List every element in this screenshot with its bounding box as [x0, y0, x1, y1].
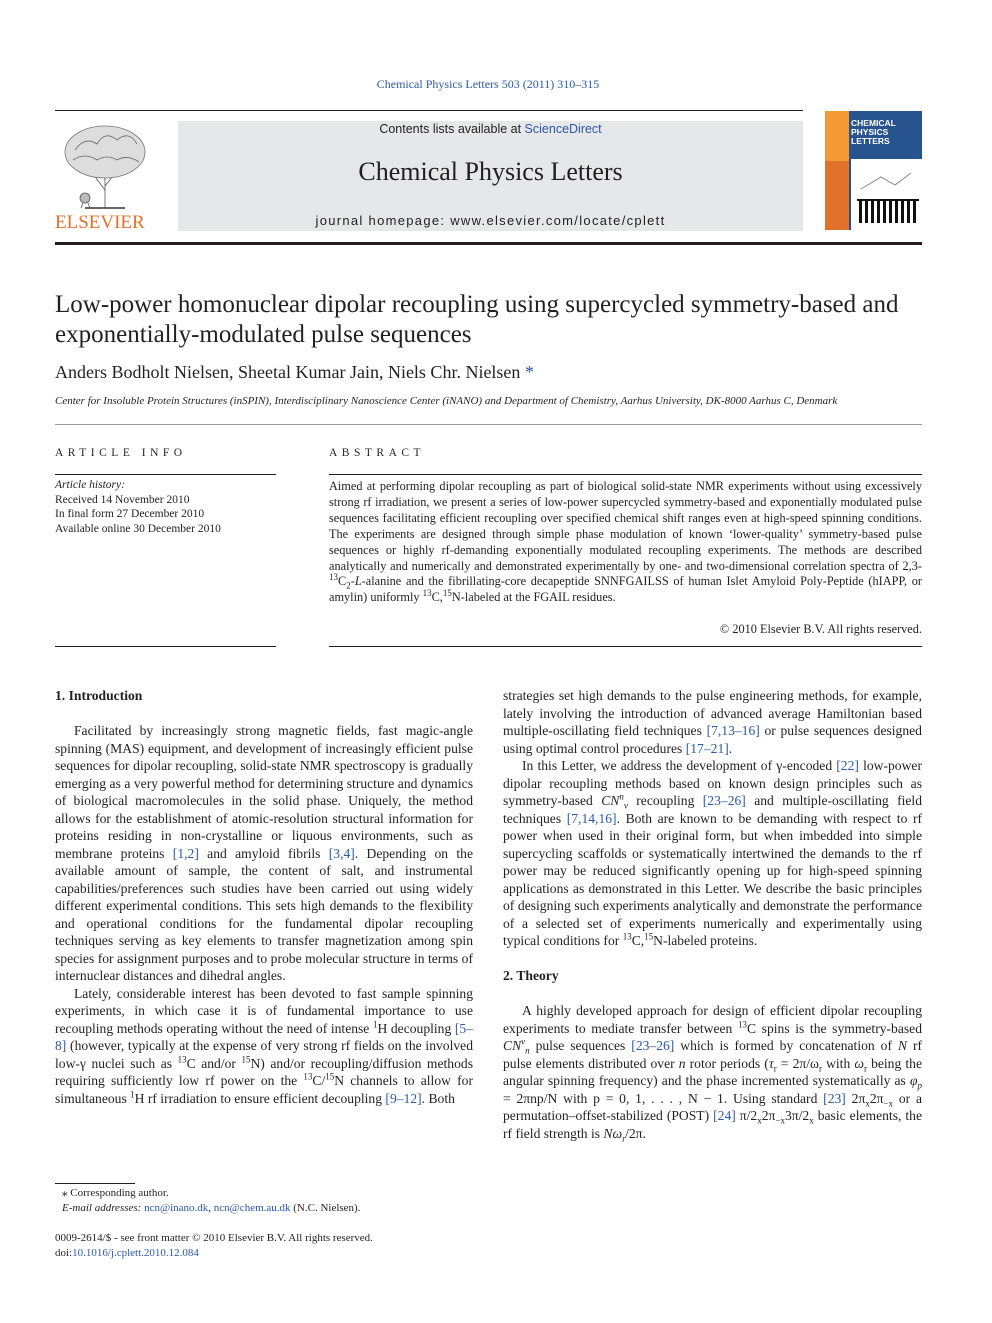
section-heading-introduction: 1. Introduction: [55, 688, 143, 703]
paragraph: A highly developed approach for design of efficient dipolar recoupling experiments to mediate transfer between $^{13}$C spins is the symmetry-based $CN^\nu_n$ pulse sequences [23–26] which is formed by concatenation of N rf pulse elements distributed over n rotor periods ($\tau_r = 2\pi/\omega_r$ with $\omega_r$ being the angular spinning frequency) and the phase incremented systematically as $\varphi_p = 2\pi np/N$ with p = 0, 1, . . . , N − 1. Using standard [23] $2\pi_x2\pi_{-x}$ or a permutation–offset-stabilized (POST) [24] $\pi/2_x2\pi_{-x}3\pi/2_x$ basic elements, the rf field strength is $N\omega_r/2\pi$.: [503, 1003, 923, 1144]
citation-link[interactable]: [7,14,16]: [566, 810, 617, 826]
sciencedirect-link[interactable]: ScienceDirect: [524, 122, 602, 136]
abstract-text: Aimed at performing dipolar recoupling as part of biological solid-state NMR experiments without using excessively strong rf irradiation, we present a series of low-power supercycled symmetry-based and exponentially modulated pulse sequences facilitating efficient recoupling over specified chemical shift ranges even at high-speed spinning conditions. The experiments are designed through simple phase modulation of known ‘lower-quality’ symmetry-based pulse sequences or highly rf-demanding exponentially modulated recoupling experiments. The methods are described analytically and numerically and demonstrated experimentally by one- and two-dimensional correlation spectra of $2,3-^{13}C_2-L$-alanine and the fibrillating-core decapeptide SNNFGAILSS of human Islet Amyloid Poly-Peptide (hIAPP, or amylin) uniformly $^{13}$C,$^{15}$N-labeled at the FGAIL residues.: [329, 479, 922, 605]
paragraph: strategies set high demands to the pulse engineering methods, for example, lately involving the introduction of advanced average Hamiltonian based multiple-oscillating field techniques [7,13–16] or pulse sequences designed using optimal control procedures [17–21].: [503, 688, 922, 756]
journal-cover[interactable]: [825, 111, 922, 230]
paragraph: Facilitated by increasingly strong magnetic fields, fast magic-angle spinning (MAS) equipment, and development of increasingly efficient pulse sequences for dipolar recoupling, solid-state NMR spectroscopy is gradually emerging as a very powerful method for determining structure and dynamics of biological macromolecules in the solid phase. Uniquely, the method allows for the establishment of atomic-resolution structural information for proteins residing in non-crystalline or liquous environments, such as membrane proteins [1,2] and amyloid fibrils [3,4]. Depending on the available amount of sample, the content of salt, and instrumental capabilities/preferences such studies have been carried out using widely different experimental conditions. This sets high demands to the flexibility and operational conditions for the fundamental dipolar recoupling techniques serving as key elements to transfer magnetization among spin species for assignment purposes and to probe molecular structure in terms of internuclear distances and dihedral angles.: [55, 723, 473, 983]
copyright-notice: © 2010 Elsevier B.V. All rights reserved.: [719, 622, 922, 636]
body-column-left: [55, 687, 473, 1107]
abstract-heading: ABSTRACT: [329, 447, 426, 459]
homepage-link[interactable]: www.elsevier.com/locate/cplett: [450, 213, 666, 228]
doi-link[interactable]: 10.1016/j.cplett.2010.12.084: [72, 1246, 199, 1259]
citation-link[interactable]: [9–12]: [385, 1090, 422, 1106]
front-matter: 0009-2614/$ - see front matter © 2010 Elsevier B.V. All rights reserved. doi:10.1016/j.cplett.2010.12.084: [55, 1232, 373, 1259]
contents-line: Contents lists available at ScienceDirect: [379, 122, 602, 136]
citation-link[interactable]: [17–21]: [685, 740, 729, 756]
cover-spectrum-icon: [851, 159, 922, 230]
journal-homepage: journal homepage: www.elsevier.com/locate/cplett: [315, 213, 666, 228]
corresponding-author-note: ⁎ Corresponding author.: [62, 1187, 169, 1199]
elsevier-logo[interactable]: [55, 120, 155, 232]
cover-orange-band: [825, 161, 849, 230]
citation-link[interactable]: [5–8]: [55, 1020, 473, 1053]
paragraph: Lately, considerable interest has been devoted to fast sample spinning experiments, in which case it is of fundamental importance to use recoupling methods operating without the need of intense $^1$H decoupling [5–8] (however, typically at the expense of very strong rf fields on the involved low-γ nuclei such as $^{13}$C and/or $^{15}$N) and/or recoupling/diffusion methods requiring sufficiently low rf power on the $^{13}$C/$^{15}$N channels to allow for simultaneous $^1$H rf irradiation to ensure efficient decoupling [9–12]. Both: [55, 985, 473, 1106]
footnotes: [62, 1186, 360, 1216]
cover-title: CHEMICAL PHYSICS LETTERS: [851, 118, 896, 146]
final-form-date: In final form 27 December 2010: [55, 508, 205, 521]
email-link[interactable]: ncn@inano.dk: [144, 1202, 209, 1214]
email-link[interactable]: ncn@chem.au.dk: [213, 1202, 291, 1214]
citation-link[interactable]: [22]: [836, 758, 859, 773]
elsevier-wordmark: ELSEVIER: [55, 212, 145, 232]
cover-artwork: [851, 159, 922, 230]
online-date: Available online 30 December 2010: [55, 522, 221, 535]
abstract-rule: [329, 474, 922, 475]
section-heading-theory: 2. Theory: [503, 968, 559, 983]
citation-link[interactable]: [23–26]: [702, 793, 746, 808]
journal-banner: [178, 121, 803, 231]
author-list: Anders Bodholt Nielsen, Sheetal Kumar Jain, Niels Chr. Nielsen *: [55, 362, 534, 382]
article-history: Article history: Received 14 November 2010 In final form 27 December 2010 Available online 30 December 2010: [55, 479, 221, 535]
received-date: Received 14 November 2010: [55, 493, 190, 506]
article-info-rule-bottom: [55, 646, 276, 647]
article-info-heading: ARTICLE INFO: [55, 447, 187, 459]
corresponding-author-mark[interactable]: *: [524, 362, 534, 382]
citation-link[interactable]: [23–26]: [631, 1038, 675, 1053]
top-rule: [55, 110, 803, 111]
journal-title: Chemical Physics Letters: [358, 157, 623, 186]
citation-link[interactable]: [1,2]: [172, 845, 199, 861]
citation-link[interactable]: [3,4]: [328, 845, 355, 861]
abstract-rule-bottom: [329, 646, 922, 647]
paragraph: In this Letter, we address the development of γ-encoded [22] low-power dipolar recoupling methods based on known design principles such as symmetry-based $CN^n_\nu$ recoupling [23–26] and multiple-oscillating field techniques [7,14,16]. Both are known to be demanding with respect to rf power when used in their original form, but when imbedded into simple supercycling scaffolds or systematically intertwined the demands to the rf power may be reduced significantly opening up for high-speed spinning applications as demonstrated in this Letter. We describe the basic principles of designing such experiments analytically and demonstrate the performance of a selected set of experiments numerically and experimentally using typical conditions for $^{13}$C,$^{15}$N-labeled proteins.: [503, 758, 923, 948]
article-info-rule: [55, 474, 276, 475]
article-title: Low-power homonuclear dipolar recoupling using supercycled symmetry-based and exponentially-modulated pulse sequences: [55, 291, 899, 348]
affiliation: Center for Insoluble Protein Structures (inSPIN), Interdisciplinary Nanoscience Center (iNANO) and Department of Chemistry, Aarhus University, DK-8000 Aarhus C, Denmark: [55, 395, 838, 407]
citation-link[interactable]: [24]: [713, 1108, 736, 1123]
header-rule: [55, 242, 922, 245]
journal-reference[interactable]: Chemical Physics Letters 503 (2011) 310–315: [376, 77, 600, 91]
email-addresses: E-mail addresses: ncn@inano.dk, ncn@chem.au.dk (N.C. Nielsen).: [62, 1202, 361, 1214]
cover-strip: [825, 111, 849, 161]
body-column-right: [503, 687, 922, 1142]
citation-link[interactable]: [7,13–16]: [706, 723, 760, 738]
affiliation-rule: [55, 424, 922, 425]
footnote-rule: [55, 1183, 135, 1184]
citation-link[interactable]: [23]: [823, 1090, 846, 1106]
elsevier-tree-icon: [55, 120, 155, 232]
